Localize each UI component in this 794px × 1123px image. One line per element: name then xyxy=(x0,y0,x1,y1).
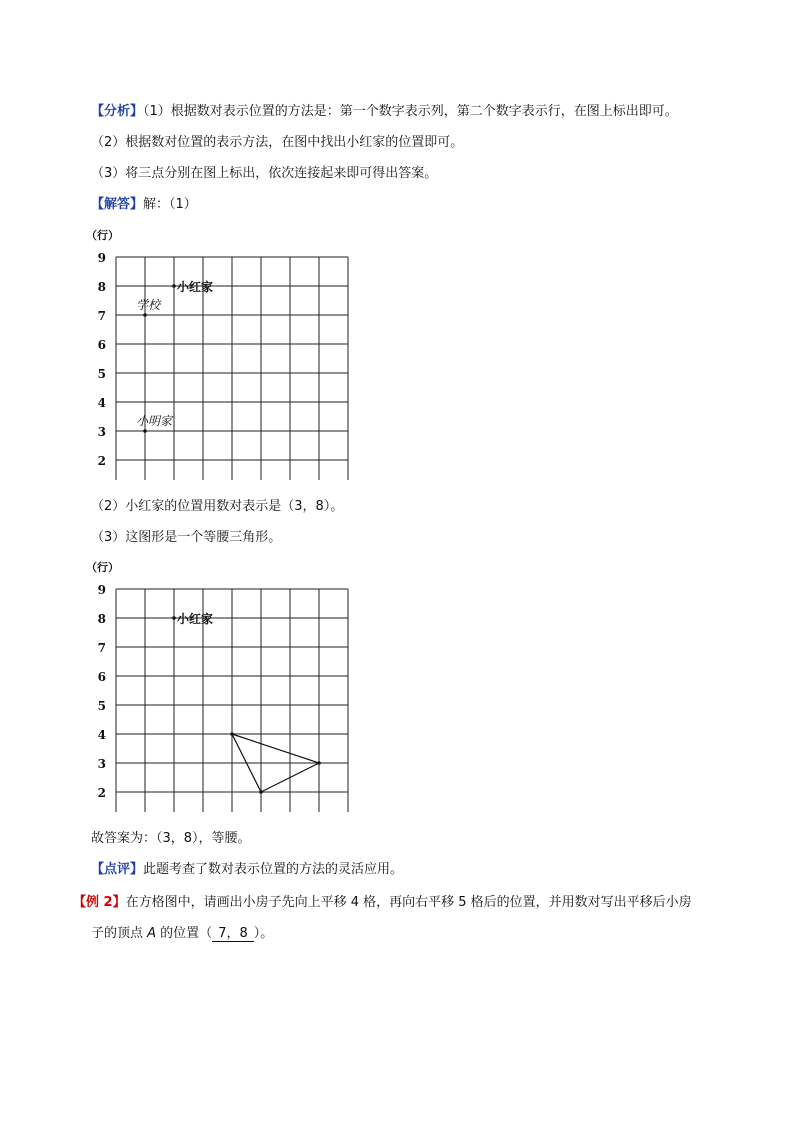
y-tick-label: 8 xyxy=(97,280,106,294)
y-axis-title: （行） xyxy=(86,229,119,242)
point-label: 小红家 xyxy=(177,612,214,626)
y-tick-label: 2 xyxy=(97,454,106,468)
y-tick-label: 4 xyxy=(97,728,106,742)
answer-intro: 解：（1） xyxy=(143,197,197,212)
analysis-text-1: （1）根据数对表示位置的方法是：第一个数字表示列，第二个数字表示行，在图上标出即可。 xyxy=(143,104,678,119)
example2-text-2c: ）。 xyxy=(253,926,274,941)
y-tick-label: 5 xyxy=(97,699,106,713)
y-tick-label: 6 xyxy=(97,670,106,684)
triangle-vertex xyxy=(317,761,321,765)
answer-conclusion: 故答案为：（3，8），等腰。 xyxy=(91,831,251,846)
y-tick-label: 8 xyxy=(97,612,106,626)
y-tick-label: 3 xyxy=(97,425,106,439)
y-tick-label: 3 xyxy=(97,757,106,771)
grid-chart-1 xyxy=(80,224,410,480)
example2-tag: 【例 2】 xyxy=(73,895,126,910)
y-tick-label: 6 xyxy=(97,338,106,352)
comment-text: 此题考查了数对表示位置的方法的灵活应用。 xyxy=(143,862,404,877)
answer-blank: 7，8 xyxy=(212,926,254,942)
y-axis-title: （行） xyxy=(86,561,119,574)
analysis-tag: 【分析】 xyxy=(91,104,144,119)
y-tick-label: 5 xyxy=(97,367,106,381)
grid-chart-2 xyxy=(80,556,410,812)
y-tick-label: 2 xyxy=(97,786,106,800)
y-tick-label: 9 xyxy=(97,251,106,265)
point-marker xyxy=(143,313,147,317)
example2-text-1: 在方格图中，请画出小房子先向上平移 4 格，再向右平移 5 格后的位置，并用数对写出平移后小房 xyxy=(125,895,692,910)
grid-lines xyxy=(116,589,348,812)
y-tick-label: 4 xyxy=(97,396,106,410)
point-marker xyxy=(172,616,176,620)
point-label: 学校 xyxy=(136,298,161,312)
y-tick-label: 7 xyxy=(97,309,106,323)
example2-line-1 xyxy=(73,894,692,912)
example2-point-name: A xyxy=(147,926,157,941)
point-marker xyxy=(172,284,176,288)
answer-heading xyxy=(91,196,197,214)
example2-text-2b: 的位置（ xyxy=(156,926,213,941)
triangle-vertex xyxy=(230,732,234,736)
answer-tag: 【解答】 xyxy=(91,197,144,212)
y-tick-label: 9 xyxy=(97,583,106,597)
comment-line xyxy=(91,861,403,879)
point-label: 小红家 xyxy=(177,280,214,294)
example2-text-2a: 子的顶点 xyxy=(91,926,148,941)
answer-line-2: （2）小红家的位置用数对表示是（3，8）。 xyxy=(91,499,344,514)
triangle-vertex xyxy=(259,790,263,794)
analysis-line-2: （2）根据数对位置的表示方法，在图中找出小红家的位置即可。 xyxy=(91,135,464,150)
answer-line-3: （3）这图形是一个等腰三角形。 xyxy=(91,530,282,545)
analysis-line-1 xyxy=(91,103,678,121)
y-tick-label: 7 xyxy=(97,641,106,655)
grid-lines xyxy=(116,257,348,480)
example2-line-2 xyxy=(91,925,273,943)
comment-tag: 【点评】 xyxy=(91,862,144,877)
point-label: 小明家 xyxy=(136,414,173,428)
analysis-line-3: （3）将三点分别在图上标出，依次连接起来即可得出答案。 xyxy=(91,166,438,181)
point-marker xyxy=(143,429,147,433)
